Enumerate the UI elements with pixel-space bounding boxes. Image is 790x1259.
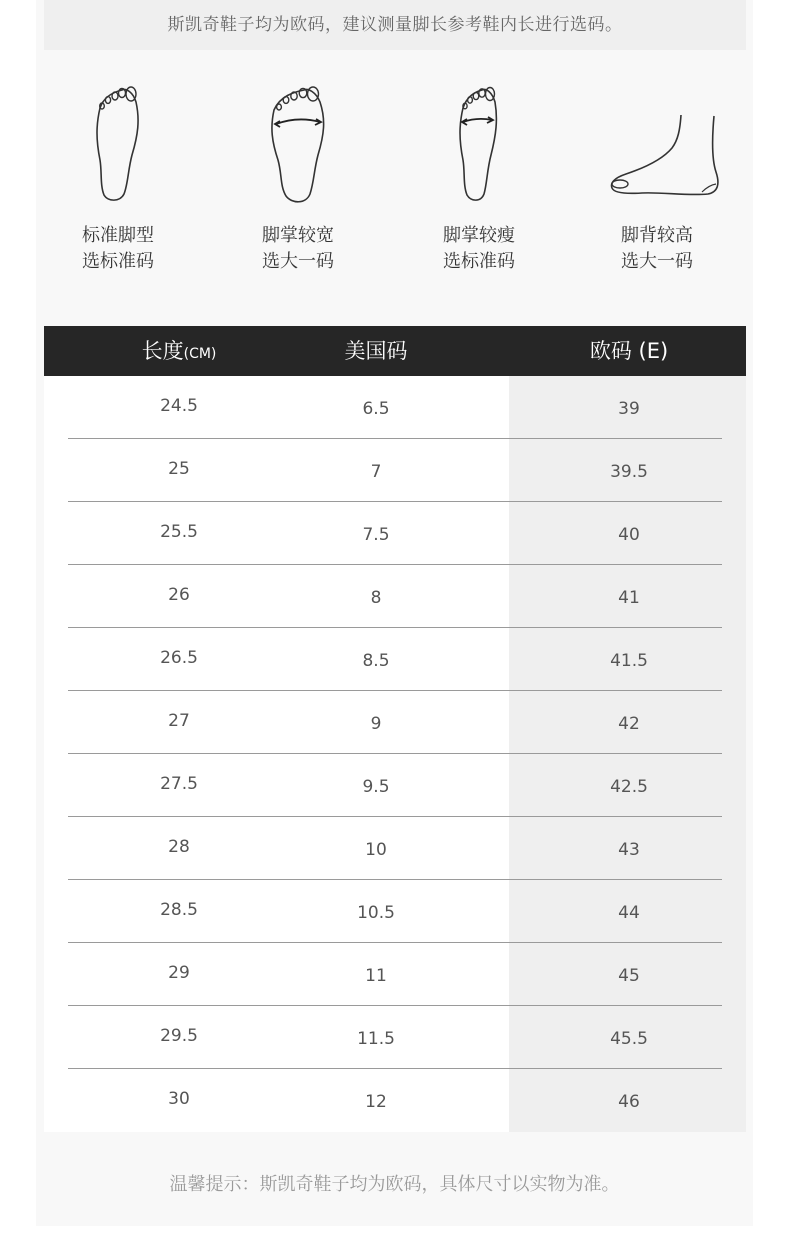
top-note: 斯凯奇鞋子均为欧码，建议测量脚长参考鞋内长进行选码。 xyxy=(44,0,746,50)
cell-length: 28 xyxy=(168,837,190,857)
table-row xyxy=(44,502,746,565)
bottom-note: 温馨提示：斯凯奇鞋子均为欧码，具体尺寸以实物为准。 xyxy=(169,1174,620,1195)
cell-length: 30 xyxy=(168,1089,190,1109)
foot-type-line2: 选大一码 xyxy=(262,251,334,272)
foot-type-high-instep xyxy=(577,80,737,275)
foot-type-line2: 选标准码 xyxy=(443,251,515,272)
table-row xyxy=(44,691,746,754)
table-row xyxy=(44,880,746,943)
cell-us: 10 xyxy=(365,840,387,860)
cell-eu: 41.5 xyxy=(610,651,648,671)
table-row xyxy=(44,565,746,628)
table-row xyxy=(44,1006,746,1069)
header-us: 美国码 xyxy=(344,339,408,363)
cell-us: 8 xyxy=(370,588,382,608)
size-table-header xyxy=(44,326,746,376)
cell-eu: 39.5 xyxy=(610,462,648,482)
cell-length: 29 xyxy=(168,963,190,983)
table-row xyxy=(44,817,746,880)
cell-us: 8.5 xyxy=(362,651,390,671)
foot-type-wide xyxy=(218,80,378,275)
header-length-label: 长度 xyxy=(141,339,184,363)
cell-us: 9 xyxy=(370,714,382,734)
cell-length: 27 xyxy=(168,711,190,731)
foot-type-wide-label xyxy=(218,223,378,275)
table-row xyxy=(44,1069,746,1132)
cell-eu: 45.5 xyxy=(610,1029,648,1049)
foot-type-narrow-label xyxy=(399,223,559,275)
cell-us: 7.5 xyxy=(362,525,390,545)
cell-length: 25 xyxy=(168,459,190,479)
header-length-unit: (CM) xyxy=(183,346,217,362)
table-row xyxy=(44,376,746,439)
foot-type-line2: 选标准码 xyxy=(82,251,154,272)
foot-type-high-instep-label xyxy=(577,223,737,275)
cell-length: 26.5 xyxy=(160,648,198,668)
cell-length: 29.5 xyxy=(160,1026,198,1046)
cell-length: 28.5 xyxy=(160,900,198,920)
wide-foot-icon xyxy=(258,80,338,205)
foot-type-line1: 脚掌较宽 xyxy=(262,225,334,246)
cell-eu: 45 xyxy=(618,966,640,986)
cell-us: 11 xyxy=(365,966,387,986)
table-row xyxy=(44,439,746,502)
cell-eu: 40 xyxy=(618,525,640,545)
cell-eu: 39 xyxy=(618,399,640,419)
table-row xyxy=(44,628,746,691)
cell-eu: 44 xyxy=(618,903,640,923)
cell-eu: 42.5 xyxy=(610,777,648,797)
narrow-foot-icon xyxy=(439,80,519,205)
foot-type-line1: 脚背较高 xyxy=(621,225,693,246)
foot-type-line2: 选大一码 xyxy=(621,251,693,272)
cell-us: 11.5 xyxy=(357,1029,395,1049)
cell-eu: 42 xyxy=(618,714,640,734)
cell-eu: 43 xyxy=(618,840,640,860)
cell-length: 27.5 xyxy=(160,774,198,794)
header-length xyxy=(104,326,254,376)
foot-type-normal-label xyxy=(38,223,198,275)
cell-us: 7 xyxy=(370,462,382,482)
size-table-body xyxy=(44,376,746,1132)
cell-eu: 46 xyxy=(618,1092,640,1112)
high-instep-foot-icon xyxy=(592,80,722,205)
foot-type-line1: 标准脚型 xyxy=(82,225,154,246)
cell-length: 26 xyxy=(168,585,190,605)
foot-type-normal xyxy=(38,80,198,275)
cell-us: 6.5 xyxy=(362,399,390,419)
cell-us: 10.5 xyxy=(357,903,395,923)
cell-eu: 41 xyxy=(618,588,640,608)
normal-foot-icon xyxy=(78,80,158,205)
table-row xyxy=(44,943,746,1006)
foot-type-narrow xyxy=(399,80,559,275)
table-row xyxy=(44,754,746,817)
cell-us: 9.5 xyxy=(362,777,390,797)
cell-length: 25.5 xyxy=(160,522,198,542)
header-eu: 欧码 (E) xyxy=(589,339,669,363)
cell-length: 24.5 xyxy=(160,396,198,416)
foot-type-line1: 脚掌较瘦 xyxy=(443,225,515,246)
cell-us: 12 xyxy=(365,1092,387,1112)
